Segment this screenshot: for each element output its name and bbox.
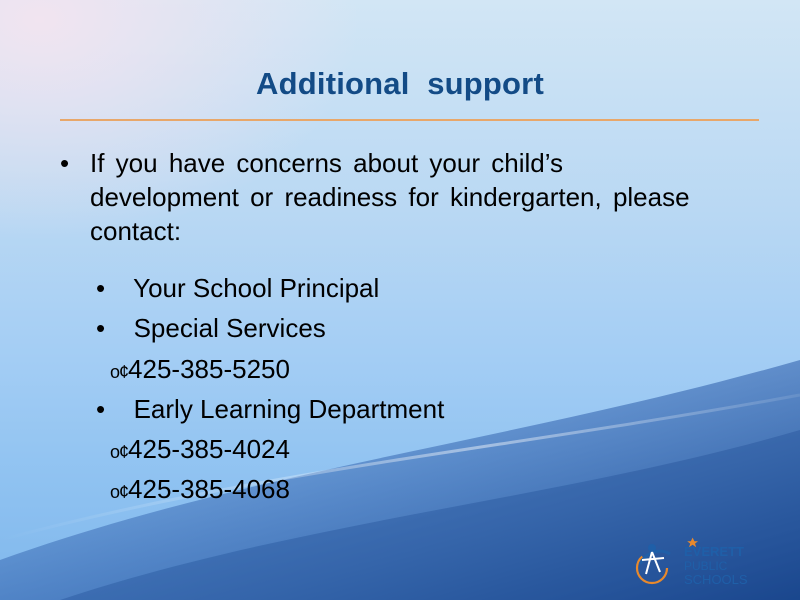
logo-line-3: SCHOOLS (684, 572, 748, 587)
list-item-principal (96, 271, 379, 305)
slide-title: Additional support (256, 66, 544, 101)
everett-public-schools-logo (632, 534, 772, 594)
phone-item-early-learning-2 (110, 472, 290, 509)
list-item-early-learning (96, 392, 444, 426)
sub-bullet-marker: o¢ (110, 442, 129, 462)
phone-item-special-services (110, 352, 290, 389)
phone-item-early-learning-1 (110, 432, 290, 469)
list-item-special-services (96, 311, 326, 345)
phone-number: 425-385-5250 (128, 354, 290, 384)
bullet-marker: • (96, 273, 106, 303)
sub-bullet-marker: o¢ (110, 362, 129, 382)
bullet-marker: • (96, 313, 106, 343)
intro-text: If you have concerns about your child’s development or readiness for kindergarten, please contact: (90, 148, 690, 246)
list-item-label: Your School Principal (133, 273, 380, 303)
logo-line-2: PUBLIC (684, 559, 728, 573)
bullet-marker: • (60, 148, 70, 178)
logo-line-1: EVERETT (684, 544, 744, 559)
phone-number: 425-385-4024 (128, 434, 290, 464)
sub-bullet-marker: o¢ (110, 482, 129, 502)
phone-number: 425-385-4068 (128, 474, 290, 504)
list-item-label: Early Learning Department (133, 394, 445, 424)
bullet-marker: • (96, 394, 106, 424)
list-item-label: Special Services (133, 313, 326, 343)
